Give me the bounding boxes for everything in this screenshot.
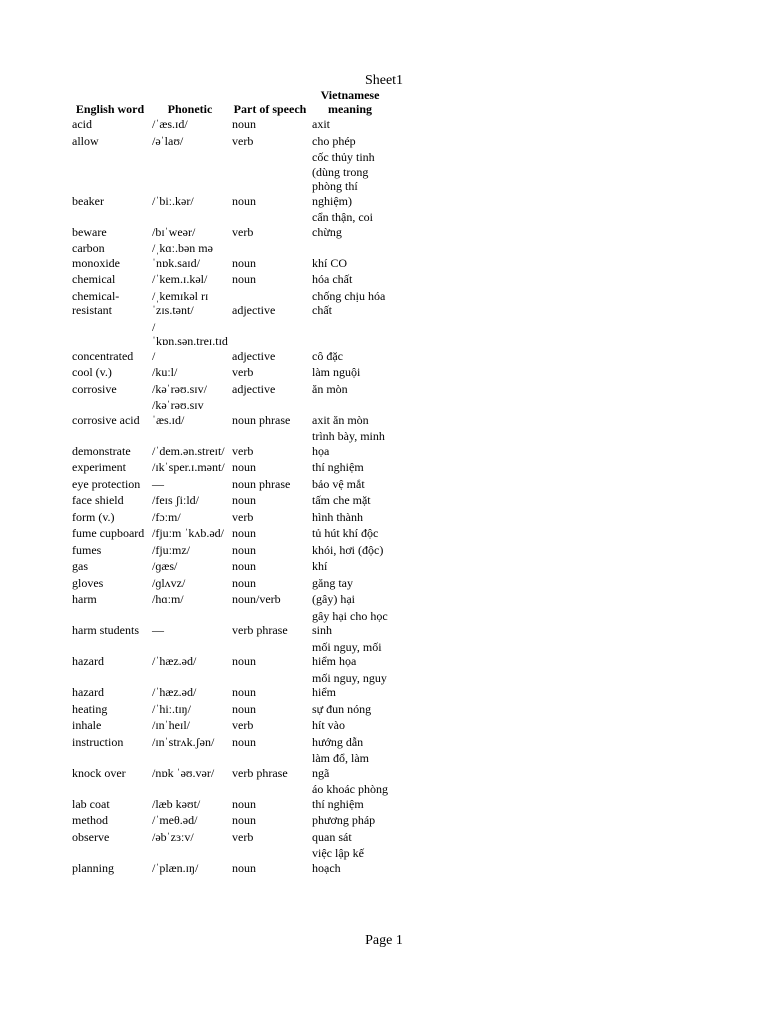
vietnamese-meaning-cell: cô đặc: [312, 348, 343, 363]
phonetic-cell: /ˈplæn.ɪŋ/: [152, 860, 199, 875]
table-row: [70, 509, 390, 526]
part-of-speech-cell: verb: [232, 829, 254, 844]
vietnamese-meaning-cell: sự đun nóng: [312, 701, 372, 716]
english-word-cell: hazard: [72, 685, 104, 699]
vietnamese-meaning-cell: tấm che mặt: [312, 493, 371, 507]
table-row: [70, 240, 390, 271]
table-row: [70, 701, 390, 718]
part-of-speech-cell: noun: [232, 685, 256, 699]
table-row: [70, 319, 390, 365]
table-row: [70, 364, 390, 381]
part-of-speech-cell: noun: [232, 575, 256, 590]
table-row: [70, 133, 390, 150]
phonetic-cell: /ˈdem.ən.streɪt/: [152, 443, 225, 458]
header-phonetic: Phonetic: [167, 102, 213, 116]
english-word-cell: fume cupboard: [72, 526, 145, 540]
phonetic-cell: /hɑːm/: [152, 592, 184, 606]
table-row: [70, 750, 390, 781]
part-of-speech-cell: noun phrase: [232, 476, 291, 491]
phonetic-cell: —: [152, 476, 164, 491]
vietnamese-meaning-cell: cẩn thận, coi chừng: [312, 210, 373, 239]
table-row: [70, 558, 390, 575]
vietnamese-meaning-cell: làm đổ, làm ngã: [312, 751, 369, 780]
phonetic-cell: /læb kəʊt/: [152, 796, 201, 811]
vietnamese-meaning-cell: tủ hút khí độc: [312, 526, 379, 540]
table-row: [70, 288, 390, 319]
table-row: [70, 608, 390, 639]
english-word-cell: carbon monoxide: [72, 241, 120, 270]
vietnamese-meaning-cell: hít vào: [312, 718, 345, 732]
vietnamese-meaning-cell: cốc thủy tinh (dùng trong phòng thí nghiệm): [312, 150, 375, 208]
vietnamese-meaning-cell: axit ăn mòn: [312, 412, 369, 427]
phonetic-cell: /fjuːm ˈkʌb.əd/: [152, 526, 224, 540]
vietnamese-meaning-cell: axit: [312, 117, 330, 131]
english-word-cell: harm students: [72, 623, 139, 637]
table-row: [70, 271, 390, 288]
part-of-speech-cell: noun: [232, 460, 256, 474]
english-word-cell: eye protection: [72, 476, 141, 491]
english-word-cell: experiment: [72, 460, 126, 474]
table-row: [70, 781, 390, 812]
vietnamese-meaning-cell: hóa chất: [312, 272, 353, 286]
phonetic-cell: /ˌkemɪkəl rɪˈzɪs.tənt/: [152, 288, 209, 317]
vietnamese-meaning-cell: phương pháp: [312, 813, 376, 827]
part-of-speech-cell: verb: [232, 443, 254, 458]
vietnamese-meaning-cell: cho phép: [312, 133, 356, 148]
part-of-speech-cell: noun phrase: [232, 412, 291, 427]
part-of-speech-cell: noun: [232, 493, 256, 507]
english-word-cell: gloves: [72, 575, 104, 590]
vocabulary-table: [70, 86, 390, 876]
phonetic-cell: /ˈmeθ.əd/: [152, 813, 198, 827]
part-of-speech-cell: noun: [232, 559, 256, 573]
part-of-speech-cell: noun: [232, 542, 256, 557]
vietnamese-meaning-cell: mối nguy, mối hiểm họa: [312, 639, 382, 668]
english-word-cell: beaker: [72, 193, 104, 208]
table-row: [70, 476, 390, 493]
english-word-cell: method: [72, 813, 108, 827]
english-word-cell: instruction: [72, 734, 124, 749]
phonetic-cell: /əbˈzɜːv/: [152, 829, 194, 844]
vietnamese-meaning-cell: việc lập kế hoạch: [312, 846, 364, 875]
english-word-cell: inhale: [72, 718, 102, 732]
page-footer: Page 1: [365, 933, 403, 948]
table-row: [70, 845, 390, 876]
part-of-speech-cell: noun: [232, 117, 256, 131]
phonetic-cell: /əˈlaʊ/: [152, 133, 184, 148]
part-of-speech-cell: noun: [232, 272, 256, 286]
phonetic-cell: /fɔːm/: [152, 509, 181, 524]
english-word-cell: allow: [72, 133, 99, 148]
phonetic-cell: /ˌkɑː.bən məˈnɒk.saɪd/: [152, 241, 213, 270]
table-row: [70, 492, 390, 509]
vietnamese-meaning-cell: khí: [312, 559, 328, 573]
part-of-speech-cell: adjective: [232, 381, 276, 396]
vietnamese-meaning-cell: ăn mòn: [312, 381, 348, 396]
english-word-cell: gas: [72, 559, 88, 573]
phonetic-cell: /ˈkɒn.sən.treɪ.tɪd/: [152, 319, 228, 363]
english-word-cell: knock over: [72, 765, 126, 780]
table-row: [70, 829, 390, 846]
vietnamese-meaning-cell: thí nghiệm: [312, 460, 364, 474]
phonetic-cell: /ˈkem.ɪ.kəl/: [152, 272, 208, 286]
english-word-cell: demonstrate: [72, 443, 131, 458]
phonetic-cell: /ˈæs.ɪd/: [152, 117, 188, 131]
english-word-cell: chemical: [72, 272, 116, 286]
vietnamese-meaning-cell: mối nguy, nguy hiểm: [312, 670, 387, 699]
table-row: [70, 717, 390, 734]
table-row: [70, 575, 390, 592]
english-word-cell: beware: [72, 224, 107, 239]
vietnamese-meaning-cell: hình thành: [312, 509, 363, 524]
phonetic-cell: /bɪˈweər/: [152, 224, 196, 239]
phonetic-cell: /fjuːmz/: [152, 542, 190, 557]
part-of-speech-cell: verb: [232, 224, 254, 239]
part-of-speech-cell: noun: [232, 193, 256, 208]
english-word-cell: cool (v.): [72, 365, 112, 379]
phonetic-cell: /ɪkˈsper.ɪ.mənt/: [152, 460, 225, 474]
table-row: [70, 428, 390, 459]
table-row: [70, 459, 390, 476]
table-body: [70, 116, 390, 876]
english-word-cell: planning: [72, 860, 114, 875]
table-row: [70, 525, 390, 542]
english-word-cell: face shield: [72, 493, 124, 507]
part-of-speech-cell: noun: [232, 860, 256, 875]
english-word-cell: lab coat: [72, 796, 110, 811]
header-row: [70, 86, 390, 116]
english-word-cell: fumes: [72, 542, 102, 557]
part-of-speech-cell: verb: [232, 718, 254, 732]
phonetic-cell: /nɒk ˈəʊ.vər/: [152, 765, 215, 780]
sheet-title: Sheet1: [364, 73, 404, 88]
phonetic-cell: /ɡlʌvz/: [152, 575, 186, 590]
table-row: [70, 116, 390, 133]
part-of-speech-cell: noun: [232, 734, 256, 749]
phonetic-cell: —: [152, 623, 164, 637]
part-of-speech-cell: noun: [232, 654, 256, 668]
part-of-speech-cell: noun: [232, 255, 256, 270]
english-word-cell: hazard: [72, 654, 104, 668]
table-row: [70, 670, 390, 701]
english-word-cell: corrosive acid: [72, 412, 140, 427]
table-row: [70, 209, 390, 240]
table-row: [70, 639, 390, 670]
vietnamese-meaning-cell: chống chịu hóa chất: [312, 288, 386, 317]
header-vietnamese-meaning: Vietnamese meaning: [320, 88, 380, 116]
vietnamese-meaning-cell: hướng dẫn: [312, 734, 364, 749]
part-of-speech-cell: noun: [232, 796, 256, 811]
english-word-cell: chemical-resistant: [72, 288, 120, 317]
table-row: [70, 812, 390, 829]
phonetic-cell: /ˈhæz.əd/: [152, 654, 197, 668]
english-word-cell: acid: [72, 117, 92, 131]
table-row: [70, 591, 390, 608]
part-of-speech-cell: verb phrase: [232, 623, 288, 637]
part-of-speech-cell: verb: [232, 509, 254, 524]
vietnamese-meaning-cell: trình bày, minh họa: [312, 429, 385, 458]
phonetic-cell: /kəˈrəʊ.sɪv/: [152, 381, 207, 396]
english-word-cell: concentrated: [72, 348, 134, 363]
part-of-speech-cell: verb: [232, 133, 254, 148]
phonetic-cell: /ˈhiː.tɪŋ/: [152, 701, 191, 716]
english-word-cell: form (v.): [72, 509, 115, 524]
header-english-word: English word: [75, 102, 145, 116]
part-of-speech-cell: noun: [232, 701, 256, 716]
vietnamese-meaning-cell: găng tay: [312, 575, 353, 590]
phonetic-cell: /ɪnˈstrʌk.ʃən/: [152, 734, 215, 749]
english-word-cell: harm: [72, 592, 97, 606]
phonetic-cell: /kəˈrəʊ.sɪv ˈæs.ɪd/: [152, 398, 204, 427]
english-word-cell: corrosive: [72, 381, 117, 396]
vietnamese-meaning-cell: khói, hơi (độc): [312, 542, 384, 557]
part-of-speech-cell: verb: [232, 365, 254, 379]
phonetic-cell: /ɪnˈheɪl/: [152, 718, 190, 732]
part-of-speech-cell: noun/verb: [232, 592, 281, 606]
phonetic-cell: /feɪs ʃiːld/: [152, 493, 199, 507]
phonetic-cell: /ɡæs/: [152, 559, 178, 573]
vietnamese-meaning-cell: (gây) hại: [312, 592, 355, 606]
table-row: [70, 397, 390, 428]
phonetic-cell: /ˈbiː.kər/: [152, 193, 194, 208]
part-of-speech-cell: verb phrase: [232, 765, 288, 780]
vietnamese-meaning-cell: bảo vệ mắt: [312, 476, 365, 491]
table-row: [70, 149, 390, 209]
table-row: [70, 542, 390, 559]
part-of-speech-cell: noun: [232, 526, 256, 540]
part-of-speech-cell: noun: [232, 813, 256, 827]
vietnamese-meaning-cell: khí CO: [312, 255, 348, 270]
vietnamese-meaning-cell: quan sát: [312, 829, 352, 844]
phonetic-cell: /ˈhæz.əd/: [152, 685, 197, 699]
english-word-cell: observe: [72, 829, 110, 844]
vietnamese-meaning-cell: gây hại cho học sinh: [312, 608, 388, 637]
header-part-of-speech: Part of speech: [233, 102, 307, 116]
english-word-cell: heating: [72, 701, 108, 716]
part-of-speech-cell: adjective: [232, 303, 276, 317]
table-row: [70, 381, 390, 398]
part-of-speech-cell: adjective: [232, 348, 276, 363]
phonetic-cell: /kuːl/: [152, 365, 178, 379]
table-row: [70, 734, 390, 751]
vietnamese-meaning-cell: làm nguội: [312, 365, 361, 379]
vietnamese-meaning-cell: áo khoác phòng thí nghiệm: [312, 782, 388, 811]
